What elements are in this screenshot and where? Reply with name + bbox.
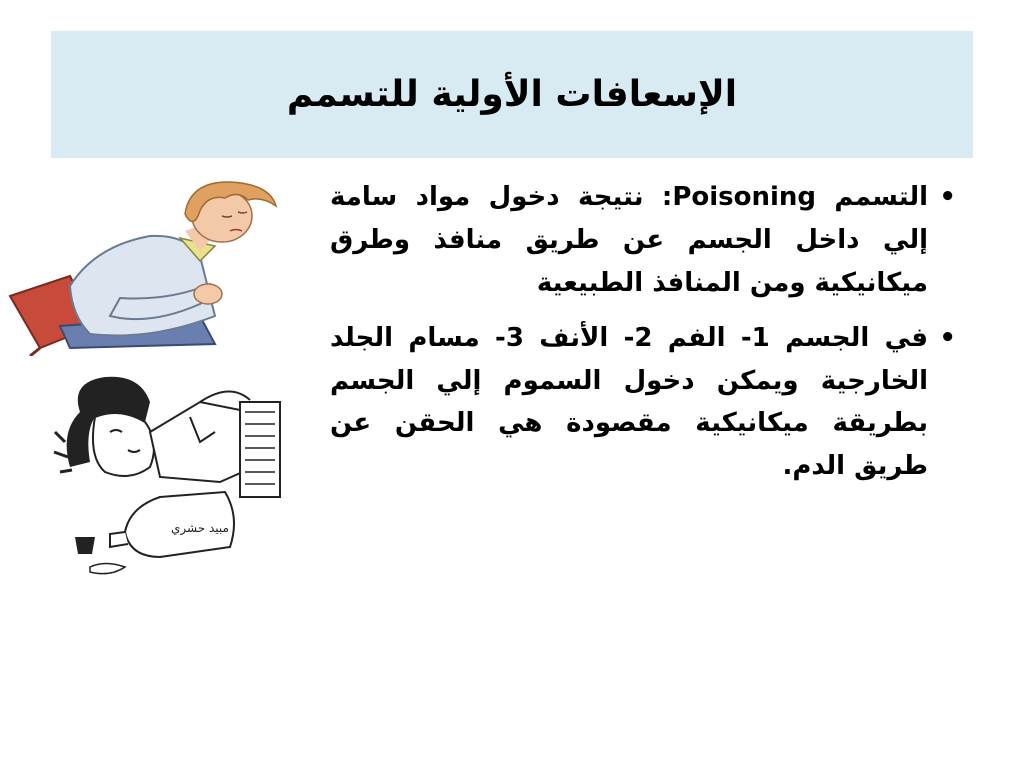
bullet-marker: • [939, 322, 956, 353]
slide-title: الإسعافات الأولية للتسمم [286, 74, 738, 115]
child-illustration-svg [50, 372, 290, 587]
definition-term-arabic: التسمم [816, 182, 929, 212]
woman-illustration-svg [0, 176, 300, 356]
bullet-marker: • [939, 182, 956, 212]
bullet-item-entry-routes [330, 317, 956, 489]
definition-term-english: Poisoning [672, 182, 817, 212]
definition-text: : نتيجة دخول مواد سامة إلي داخل الجسم عن طريق منافذ وطرق ميكانيكية ومن المنافذ الطبيعية [330, 182, 928, 298]
entry-routes-text: في الجسم 1- الفم 2- الأنف 3- مسام الجلد الخارجية ويمكن دخول السموم إلي الجسم بطريقة ميكانيكية مقصودة هي الحقن عن طريق الدم. [330, 322, 928, 482]
child-poisoned-illustration [50, 372, 290, 587]
slide-content [330, 176, 956, 500]
bullet-item-definition [330, 176, 956, 305]
bottle-label: مبيد حشري [171, 521, 229, 535]
bullet-list [330, 176, 956, 488]
title-bar [51, 31, 973, 158]
woman-stomach-pain-illustration [0, 176, 300, 356]
